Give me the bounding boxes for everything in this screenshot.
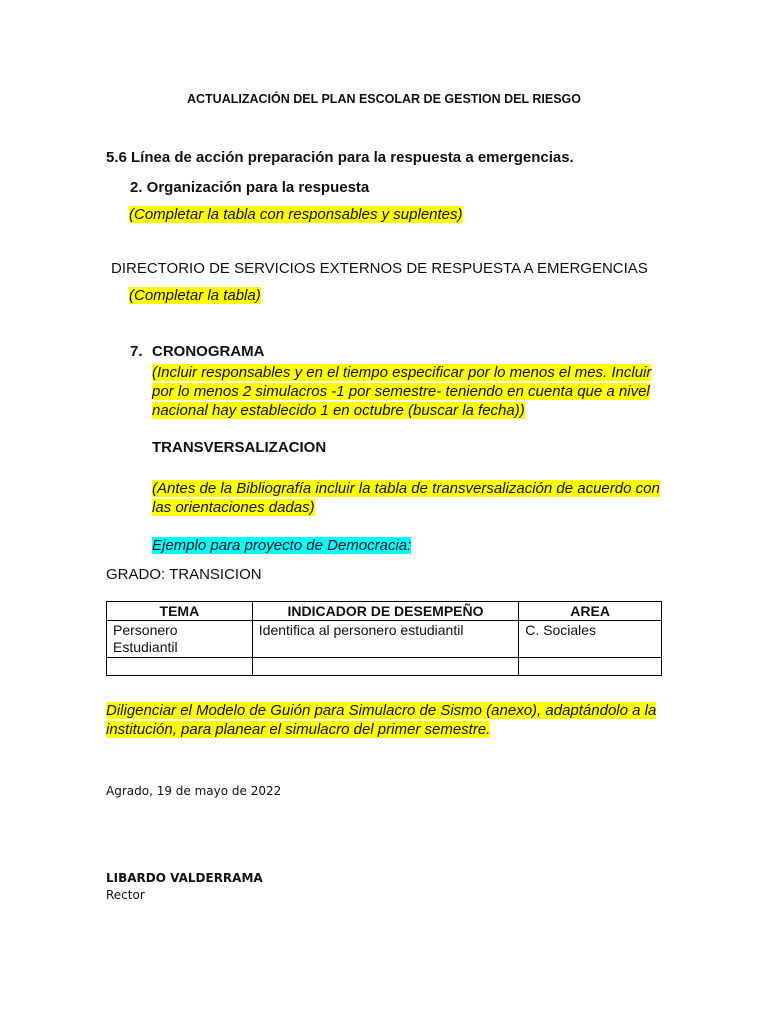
transversal-heading: TRANSVERSALIZACION [152,439,327,456]
table-row [107,658,662,676]
highlighted-example: Ejemplo para proyecto de Democracia: [152,537,412,554]
transversal-note [152,479,672,517]
subheading-organizacion: 2. Organización para la respuesta [130,179,370,196]
note-completar [129,287,261,305]
table-header: AREA [519,602,662,621]
table-cell [107,658,253,676]
highlighted-note: (Antes de la Bibliografía incluir la tabla de transversalización de acuerdo con las orientaciones dadas) [152,480,660,516]
table-cell [252,658,518,676]
highlighted-note: Diligenciar el Modelo de Guión para Simulacro de Sismo (anexo), adaptándolo a la institución, para planear el simulacro del primer semestre. [106,702,657,738]
cronograma-heading [130,343,265,360]
table-cell: Identifica al personero estudiantil [252,621,518,658]
table-cell: C. Sociales [519,621,662,658]
instruction-note [106,701,676,739]
grado-label: GRADO: TRANSICION [106,566,262,583]
example-label [152,537,411,555]
date-line: Agrado, 19 de mayo de 2022 [106,784,282,798]
highlighted-note: (Completar la tabla con responsables y suplentes) [129,206,463,223]
table-header-row [107,602,662,621]
directory-heading: DIRECTORIO DE SERVICIOS EXTERNOS DE RESPUESTA A EMERGENCIAS [111,260,648,277]
table-cell: Personero Estudiantil [107,621,253,658]
section-heading: 5.6 Línea de acción preparación para la respuesta a emergencias. [106,149,574,166]
note-responsables [129,206,463,224]
list-number: 7. [130,343,143,360]
cronograma-note [152,363,672,420]
transversal-table [106,601,662,676]
signature-name: LIBARDO VALDERRAMA [106,871,263,885]
signature-role: Rector [106,888,145,902]
table-header: TEMA [107,602,253,621]
cronograma-label: CRONOGRAMA [152,343,265,360]
table-header: INDICADOR DE DESEMPEÑO [252,602,518,621]
document-title: ACTUALIZACIÓN DEL PLAN ESCOLAR DE GESTION DEL RIESGO [186,92,581,106]
table-row [107,621,662,658]
highlighted-note: (Completar la tabla) [129,287,261,304]
table-cell [519,658,662,676]
highlighted-note: (Incluir responsables y en el tiempo especificar por lo menos el mes. Incluir por lo menos 2 simulacros -1 por semestre- teniendo en cuenta que a nivel nacional hay establecido 1 en octubre (buscar la fecha)) [152,364,652,419]
